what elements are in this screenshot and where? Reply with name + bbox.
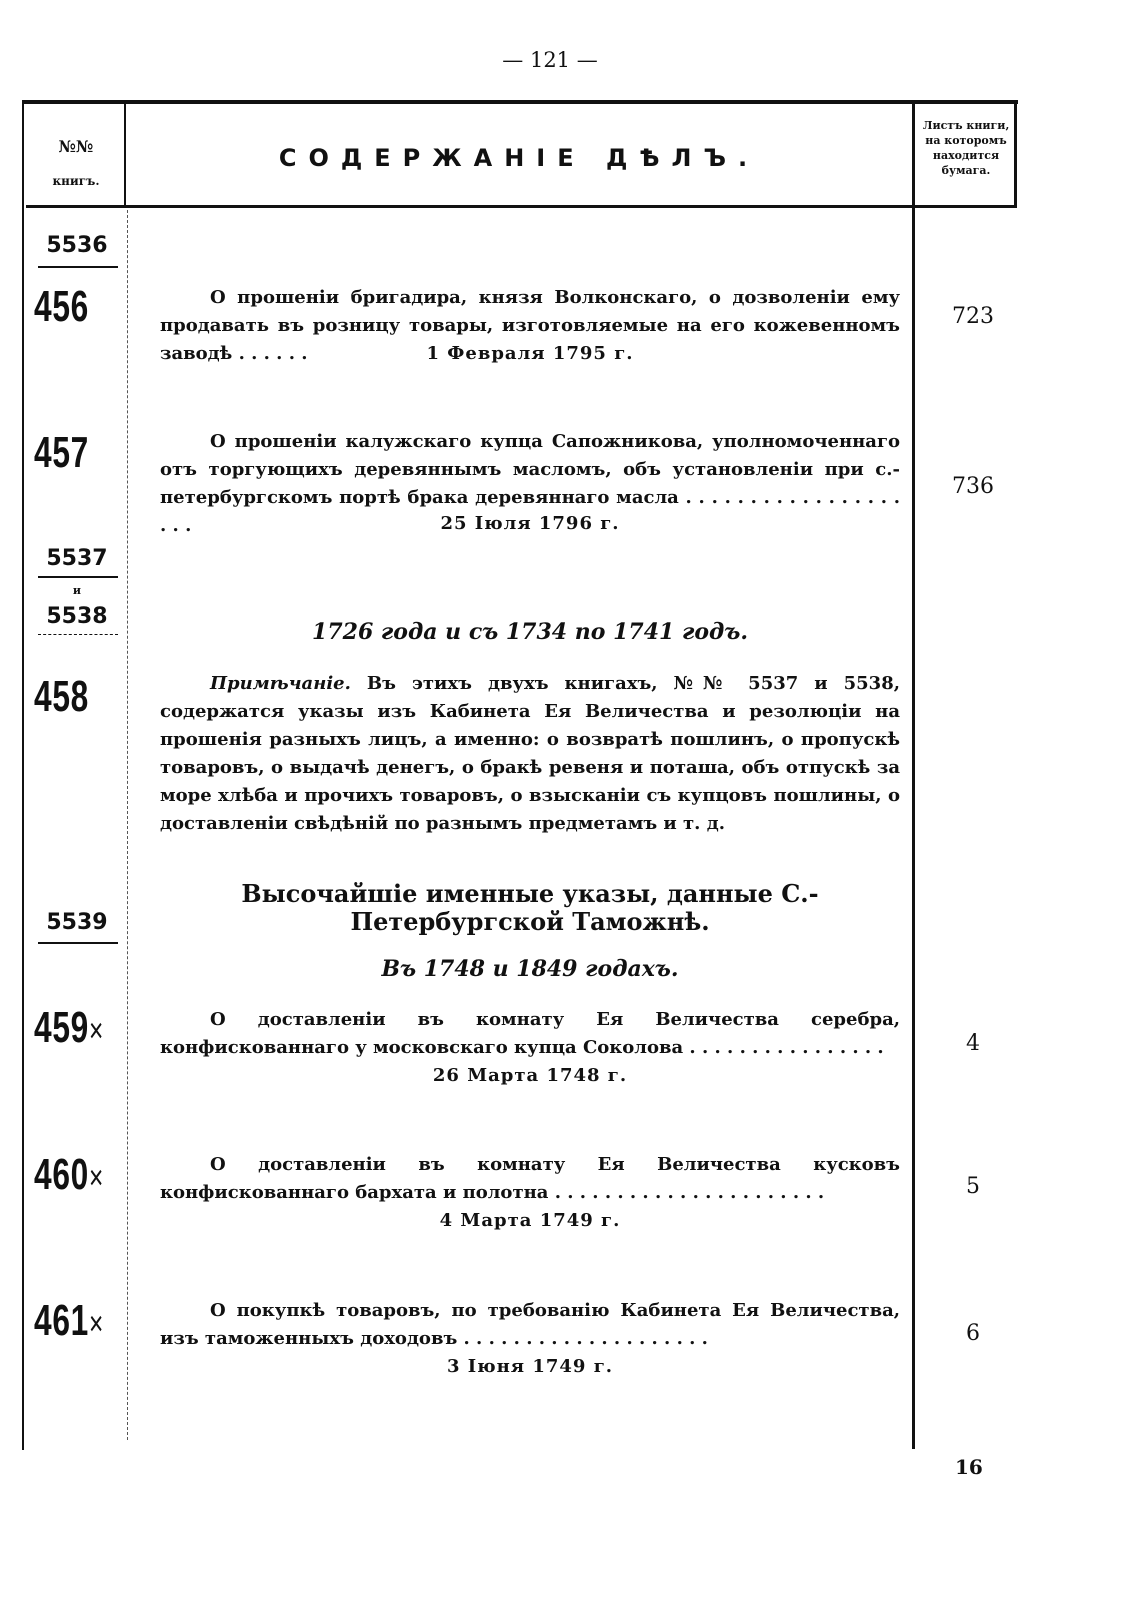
book-separator: [38, 576, 118, 578]
note-label: Примѣчаніе.: [210, 673, 351, 694]
book-separator: [38, 942, 118, 944]
case-text: О прошеніи калужскаго купца Сапожникова, уполномоченнаго отъ торгующихъ деревяннымъ масломъ, объ установленіи при с.-петербургскомъ портѣ брака деревяннаго масла . . . . . . . . . . . . . . . . . . . .: [160, 431, 900, 536]
header-book-number-symbol: №№: [58, 137, 94, 156]
case-number-value: 460: [34, 1150, 90, 1199]
book-separator: [38, 634, 118, 636]
case-date-456: 1 Февраля 1795 г.: [426, 343, 634, 364]
case-date-461: 3 Іюня 1749 г.: [446, 1356, 614, 1377]
sheet-number-461: 6: [966, 1321, 980, 1346]
case-date-459: 26 Марта 1748 г.: [432, 1065, 628, 1086]
case-text: О покупкѣ товаровъ, по требованію Кабинета Ея Величества, изъ таможенныхъ доходовъ . . . . . . . . . . . . . . . . . . . .: [160, 1300, 900, 1349]
sheet-number-457: 736: [952, 474, 994, 499]
book-number-5539: 5539: [46, 910, 108, 935]
book-number-5537: 5537: [46, 546, 108, 571]
cross-mark-icon: ×: [89, 1159, 105, 1197]
period-heading: 1726 года и съ 1734 по 1741 годъ.: [312, 619, 748, 645]
case-number-461: [34, 1296, 105, 1346]
case-text-459: [160, 1006, 900, 1062]
column-divider-left-dashed: [127, 210, 128, 1440]
section-title: Высочайшіе именные указы, данные С.-Петербургской Таможнѣ.: [241, 879, 819, 936]
note-text: Въ этихъ двухъ книгахъ, №№ 5537 и 5538, содержатся указы изъ Кабинета Ея Величества и резолюціи на прошенія разныхъ лицъ, а именно: о возвратѣ пошлинъ, о пропускѣ товаровъ, о выдачѣ денегъ, о бракѣ ревеня и поташа, объ отпускѣ за море хлѣба и прочихъ товаровъ, о взысканіи съ купцовъ пошлины, о доставленіи свѣдѣній по разнымъ предметамъ и т. д.: [160, 673, 900, 834]
case-number-456: 456: [34, 282, 90, 331]
case-date-460: 4 Марта 1749 г.: [439, 1210, 621, 1231]
table-top-rule: [22, 100, 1018, 104]
case-number-458: 458: [34, 672, 90, 721]
sheet-number-456: 723: [952, 304, 994, 329]
book-number-5538: 5538: [46, 604, 108, 629]
book-number-5536: 5536: [46, 233, 108, 258]
sheet-number-460: 5: [966, 1174, 980, 1199]
case-number-value: 459: [34, 1003, 90, 1052]
header-book-number: [30, 130, 122, 198]
table-right-border: [1014, 100, 1017, 208]
case-text-460: [160, 1151, 900, 1207]
cross-mark-icon: ×: [89, 1305, 105, 1343]
case-note-458: [160, 670, 900, 838]
book-separator: [38, 266, 118, 268]
case-text-461: [160, 1297, 900, 1353]
section-years: Въ 1748 и 1849 годахъ.: [381, 956, 679, 982]
header-book-number-label: книгъ.: [52, 174, 100, 188]
table-left-border: [22, 100, 24, 1450]
case-text: О прошеніи бригадира, князя Волконскаго, о дозволеніи ему продавать въ розницу товары, изготовляемые на его кожевенномъ заводѣ . . . . . .: [160, 287, 900, 364]
case-number-460: [34, 1150, 105, 1200]
sheet-number-459: 4: [966, 1031, 980, 1056]
page-number: — 121 —: [502, 48, 598, 72]
table-header-rule: [26, 205, 1016, 208]
signature-mark: 16: [955, 1455, 983, 1479]
case-date-457: 25 Іюля 1796 г.: [440, 513, 620, 534]
cross-mark-icon: ×: [89, 1012, 105, 1050]
header-sheet-label: Листъ книги, на которомъ находится бумага.: [922, 119, 1010, 177]
case-number-459: [34, 1003, 105, 1053]
case-text: О доставленіи въ комнату Ея Величества кусковъ конфискованнаго бархата и полотна . . . . . . . . . . . . . . . . . . . . . .: [160, 1154, 900, 1203]
case-text: О доставленіи въ комнату Ея Величества серебра, конфискованнаго у московскаго купца Соколова . . . . . . . . . . . . . . . .: [160, 1009, 900, 1058]
case-number-value: 461: [34, 1296, 90, 1345]
book-conjunction: и: [72, 584, 82, 597]
column-divider-right: [912, 104, 915, 1449]
header-title: СОДЕРЖАНІЕ ДѢЛЪ.: [278, 144, 760, 172]
case-number-457: 457: [34, 428, 90, 477]
